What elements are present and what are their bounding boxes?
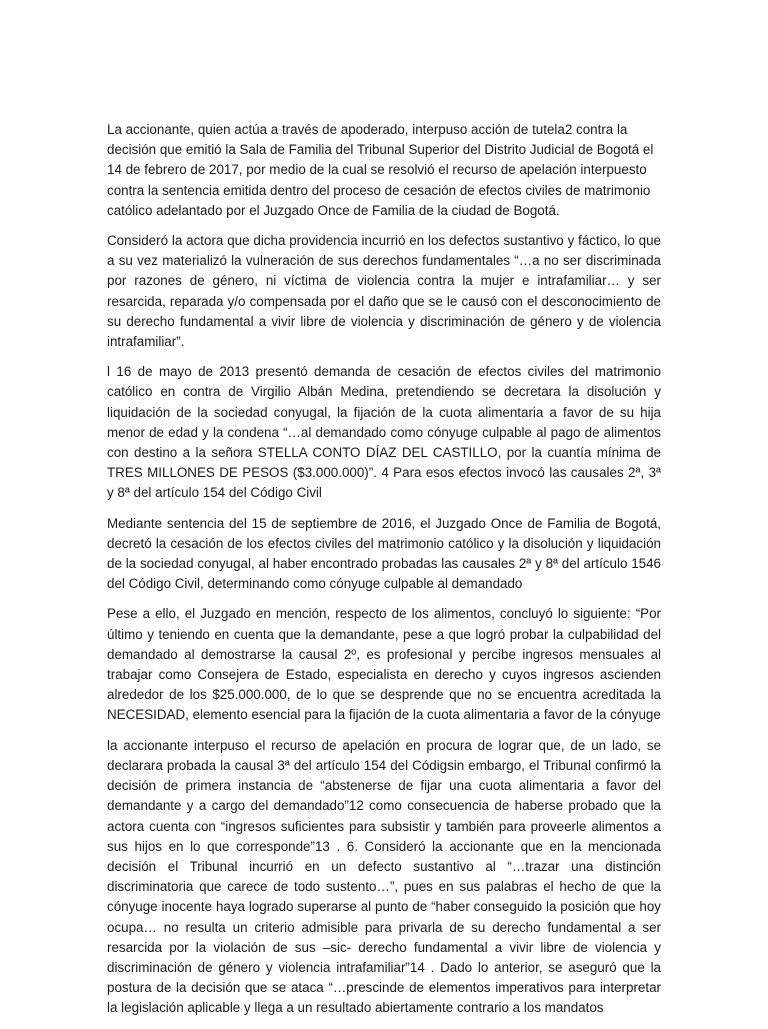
paragraph-3: l 16 de mayo de 2013 presentó demanda de cesación de efectos civiles del matrimonio católico en contra de Virgilio Albán Medina, pretendiendo se decretara la disolución y liquidación de la sociedad conyugal, la fijación de la cuota alimentaria a favor de su hija menor de edad y la condena “…al demandado como cónyuge culpable al pago de alimentos con destino a la señora STELLA CONTO DÍAZ DEL CASTILLO, por la cuantía mínima de TRES MILLONES DE PESOS ($3.000.000)”. 4 Para esos efectos invocó las causales 2ª, 3ª y 8ª del artículo 154 del Código Civil <box>107 364 661 501</box>
paragraph-1: La accionante, quien actúa a través de apoderado, interpuso acción de tutela2 contra la decisión que emitió la Sala de Familia del Tribunal Superior del Distrito Judicial de Bogotá el 14 de febrero de 2017, por medio de la cual se resolvió el recurso de apelación interpuesto contra la sentencia emitida dentro del proceso de cesación de efectos civiles de matrimonio católico adelantado por el Juzgado Once de Familia de la ciudad de Bogotá. <box>107 122 654 218</box>
paragraph-2: Consideró la actora que dicha providencia incurrió en los defectos sustantivo y fáctico, lo que a su vez materializó la vulneración de sus derechos fundamentales “…a no ser discriminada por razones de género, ni víctima de violencia contra la mujer e intrafamiliar… y ser resarcida, reparada y/o compensada por el daño que se le causó con el desconocimiento de su derecho fundamental a vivir libre de violencia y discriminación de género y de violencia intrafamiliar”. <box>107 233 661 350</box>
paragraph-6: la accionante interpuso el recurso de apelación en procura de lograr que, de un lado, se declarara probada la causal 3ª del artículo 154 del Códigsin embargo, el Tribunal confirmó la decisión de primera instancia de “abstenerse de fijar una cuota alimentaria a favor del demandante y a cargo del demandado”12 como consecuencia de haberse probado que la actora cuenta con “ingresos suficientes para subsistir y también para proveerle alimentos a sus hijos en lo que corresponde”13 . 6. Consideró la accionante que en la mencionada decisión el Tribunal incurrió en un defecto sustantivo al “…trazar una distinción discriminatoria que carece de todo sustento…”, pues en sus palabras el hecho de que la cónyuge inocente haya logrado superarse al punto de “haber conseguido la posición que hoy ocupa… no resulta un criterio admisible para privarla de su derecho fundamental a ser resarcida por la violación de sus –sic- derecho fundamental a vivir libre de violencia y discriminación de género y violencia intrafamiliar”14 . Dado lo anterior, se aseguró que la postura de la decisión que se ataca “…prescinde de elementos imperativos para interpretar la legislación aplicable y llega a un resultado abiertamente contrario a los mandatos <box>107 737 661 1016</box>
paragraph-4: Mediante sentencia del 15 de septiembre de 2016, el Juzgado Once de Familia de Bogotá, decretó la cesación de los efectos civiles del matrimonio católico y la disolución y liquidación de la sociedad conyugal, al haber encontrado probadas las causales 2ª y 8ª del artículo 1546 del Código Civil, determinando como cónyuge culpable al demandado <box>107 515 661 592</box>
document-body <box>107 120 661 1029</box>
paragraph-5: Pese a ello, el Juzgado en mención, respecto de los alimentos, concluyó lo siguiente: “Por último y teniendo en cuenta que la demandante, pese a que logró probar la culpabilidad del demandado al demostrarse la causal 2º, es profesional y percibe ingresos mensuales al trabajar como Consejera de Estado, especialista en derecho y cuyos ingresos ascienden alrededor de los $25.000.000, de lo que se desprende que no se encuentra acreditada la NECESIDAD, elemento esencial para la fijación de la cuota alimentaria a favor de la cónyuge <box>107 606 661 723</box>
